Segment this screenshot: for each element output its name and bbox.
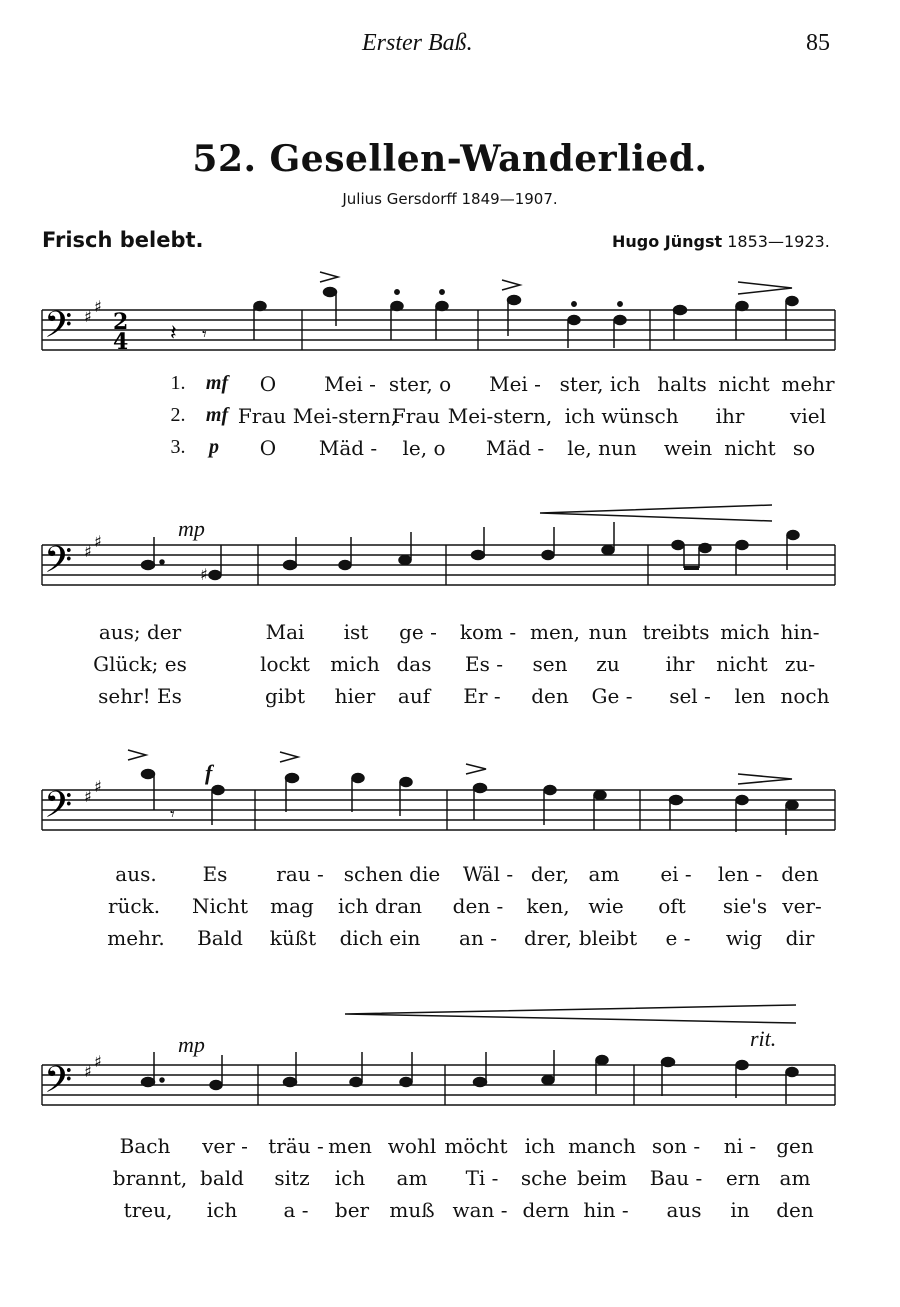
tempo-marking: Frisch belebt. bbox=[42, 228, 204, 252]
lyrics-verse-3-system-4: treu, ich a - ber muß wan - dern hin - aus in den bbox=[123, 1198, 814, 1222]
note-head bbox=[391, 302, 403, 311]
note-head bbox=[284, 561, 297, 570]
note-head bbox=[472, 551, 485, 560]
staccato-dot bbox=[618, 302, 622, 306]
sharp-icon: ♯ bbox=[84, 307, 92, 326]
lyrics-verse-1-system-1: 1. mf O Mei - ster, o Mei - ster, ich halts nicht mehr bbox=[170, 372, 835, 396]
time-signature-top: 2 bbox=[113, 309, 129, 335]
lyrics-verse-1-system-4: Bach ver - träu - men wohl möcht ich manch son - ni - gen bbox=[119, 1134, 814, 1158]
note-head bbox=[596, 1056, 608, 1065]
note-head bbox=[594, 791, 606, 800]
note-head bbox=[736, 796, 748, 805]
note-head bbox=[670, 796, 683, 805]
sharp-icon: ♯ bbox=[94, 777, 102, 796]
note-head bbox=[212, 786, 224, 795]
dot bbox=[160, 560, 164, 564]
note-head bbox=[209, 571, 221, 580]
eighth-rest-icon: 𝄾 bbox=[170, 804, 175, 825]
header-part-name: Erster Baß. bbox=[362, 30, 473, 56]
dynamic-marking: mp bbox=[178, 1032, 205, 1057]
note-head bbox=[474, 1078, 487, 1087]
note-head bbox=[142, 561, 155, 570]
decrescendo-hairpin bbox=[738, 774, 792, 784]
sharp-icon: ♯ bbox=[94, 297, 102, 316]
dot bbox=[160, 1078, 164, 1082]
accent-mark bbox=[466, 764, 486, 774]
sharp-icon: ♯ bbox=[84, 787, 92, 806]
bass-clef-icon: 𝄢 bbox=[44, 539, 73, 590]
sharp-icon: ♯ bbox=[94, 1052, 102, 1071]
note-head bbox=[736, 541, 748, 550]
time-signature-bottom: 4 bbox=[113, 329, 129, 355]
note-head bbox=[699, 544, 711, 553]
note-head bbox=[350, 1078, 362, 1087]
dynamic-marking: f bbox=[205, 760, 213, 785]
sharp-icon: ♯ bbox=[94, 532, 102, 551]
note-head bbox=[142, 770, 155, 779]
note-head bbox=[736, 1061, 748, 1070]
bass-clef-icon: 𝄢 bbox=[44, 784, 73, 835]
accent-mark bbox=[320, 272, 338, 282]
note-head bbox=[614, 316, 626, 325]
crescendo-hairpin bbox=[345, 1005, 796, 1023]
decrescendo-hairpin bbox=[738, 282, 792, 294]
sharp-icon: ♯ bbox=[84, 1062, 92, 1081]
note-head bbox=[787, 531, 799, 540]
quarter-rest-icon: 𝄽 bbox=[170, 321, 177, 346]
lyrics-verse-2-system-3: rück. Nicht mag ich dran den - ken, wie oft sie's ver- bbox=[107, 894, 822, 918]
note-head bbox=[400, 1078, 412, 1087]
song-title: 52. Gesellen-Wanderlied. bbox=[192, 138, 708, 180]
bass-clef-icon: 𝄢 bbox=[44, 1059, 73, 1110]
note-head bbox=[786, 801, 798, 810]
note-head bbox=[286, 774, 299, 783]
bass-clef-icon: 𝄢 bbox=[44, 304, 73, 355]
page-number: 85 bbox=[806, 30, 830, 56]
note-head bbox=[568, 316, 580, 325]
note-head bbox=[254, 302, 266, 311]
accent-mark bbox=[280, 752, 298, 762]
note-head bbox=[400, 778, 412, 787]
composer-dates: 1853—1923. bbox=[727, 232, 830, 251]
note-head bbox=[662, 1058, 675, 1067]
staccato-dot bbox=[572, 302, 576, 306]
note-head bbox=[544, 786, 556, 795]
note-head bbox=[352, 774, 364, 783]
lyrics-verse-2-system-4: brannt, bald sitz ich am Ti - sche beim Bau - ern am bbox=[112, 1166, 811, 1190]
lyrics-verse-1-system-2: aus; der Mai ist ge - kom - men, nun treibts mich hin- bbox=[98, 620, 820, 644]
accent-mark bbox=[128, 750, 146, 760]
note-head bbox=[210, 1081, 222, 1090]
note-head bbox=[474, 784, 487, 793]
sharp-icon: ♯ bbox=[84, 542, 92, 561]
sharp-icon: ♯ bbox=[200, 565, 208, 584]
dynamic-marking: mp bbox=[178, 516, 205, 541]
crescendo-hairpin bbox=[540, 505, 772, 521]
composer-name: Hugo Jüngst bbox=[612, 232, 723, 251]
lyrics-verse-1-system-3: aus. Es rau - schen die Wäl - der, am ei - len - den bbox=[115, 862, 819, 886]
staff-system-2 bbox=[0, 500, 900, 610]
lyrics-verse-3-system-1: 3. p O Mäd - le, o Mäd - le, nun wein nicht so bbox=[170, 436, 816, 460]
staff-system-4 bbox=[0, 990, 900, 1120]
ritardando-marking: rit. bbox=[750, 1026, 777, 1051]
poet-credit: Julius Gersdorff 1849—1907. bbox=[342, 190, 558, 208]
staccato-dot bbox=[440, 290, 444, 294]
note-head bbox=[142, 1078, 155, 1087]
note-head bbox=[339, 561, 351, 570]
composer-credit bbox=[612, 232, 830, 251]
note-head bbox=[672, 541, 684, 550]
staff-system-1 bbox=[0, 270, 900, 380]
note-head bbox=[736, 302, 748, 311]
lyrics-verse-2-system-2: Glück; es lockt mich das Es - sen zu ihr nicht zu- bbox=[93, 652, 816, 676]
note-head bbox=[674, 306, 687, 315]
accent-mark bbox=[502, 280, 520, 290]
note-head bbox=[602, 546, 614, 555]
note-head bbox=[786, 1068, 798, 1077]
note-head bbox=[542, 551, 554, 560]
lyrics-verse-3-system-3: mehr. Bald küßt dich ein an - drer, bleibt e - wig dir bbox=[107, 926, 815, 950]
lyrics-verse-3-system-2: sehr! Es gibt hier auf Er - den Ge - sel - len noch bbox=[98, 684, 830, 708]
note-head bbox=[508, 296, 521, 305]
note-head bbox=[399, 556, 411, 565]
note-head bbox=[542, 1076, 554, 1085]
note-head bbox=[786, 297, 798, 306]
note-head bbox=[284, 1078, 297, 1087]
note-head bbox=[436, 302, 448, 311]
lyrics-verse-2-system-1: 2. mf Frau Mei-stern, Frau Mei-stern, ich wünsch ihr viel bbox=[170, 404, 826, 428]
staff-system-3 bbox=[0, 742, 900, 852]
note-head bbox=[324, 288, 337, 297]
staccato-dot bbox=[395, 290, 399, 294]
eighth-rest-icon: 𝄾 bbox=[202, 324, 207, 345]
